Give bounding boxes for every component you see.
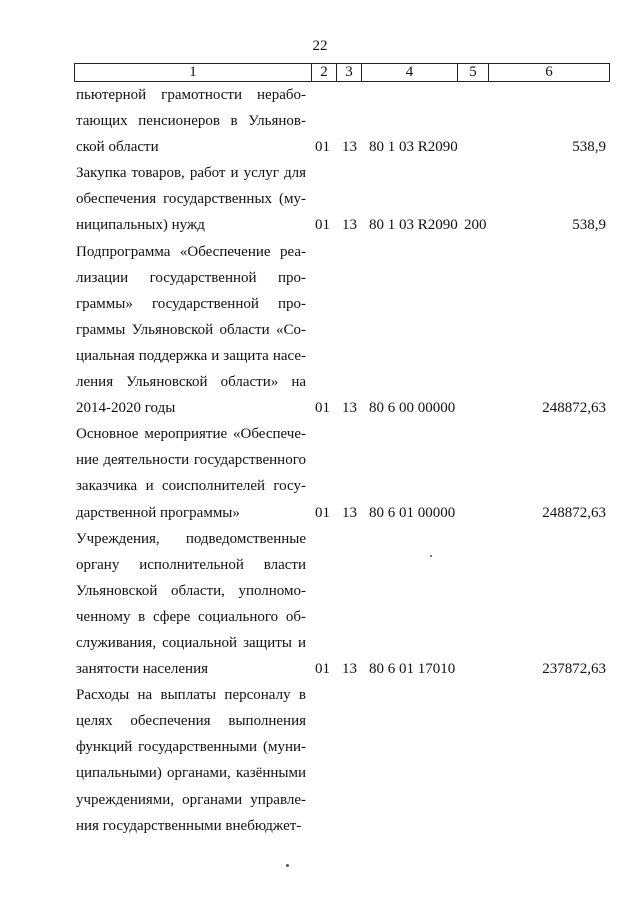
table-row <box>0 160 640 238</box>
header-col-6: 6 <box>545 64 553 80</box>
scan-speck <box>430 555 432 557</box>
cell-c3: 13 <box>342 661 357 678</box>
description-line: граммы Ульяновской области «Со- <box>76 321 306 338</box>
cell-c4: 80 6 00 00000 <box>369 400 456 417</box>
description-line: пьютерной грамотности нерабо- <box>76 87 306 103</box>
row-codes <box>0 500 640 526</box>
cell-c3: 13 <box>342 504 357 521</box>
cell-c3: 13 <box>342 217 357 234</box>
description-line: Учреждения, подведомственные <box>76 530 306 547</box>
cell-c2: 01 <box>315 139 330 156</box>
description-line: занятости населения <box>76 661 209 678</box>
description-line: ления Ульяновской области» на <box>76 374 306 391</box>
row-codes <box>0 813 640 839</box>
cell-c6: 538,9 <box>572 217 606 234</box>
description-line: Основное мероприятие «Обеспече- <box>76 426 306 443</box>
cell-c4: 80 1 03 R2090 <box>369 139 458 156</box>
description-line: 2014-2020 годы <box>76 400 176 417</box>
table-body <box>0 82 640 839</box>
description-line: Расходы на выплаты персоналу в <box>76 687 306 704</box>
header-col-3: 3 <box>337 64 362 81</box>
row-codes <box>0 134 640 160</box>
table-row <box>0 526 640 683</box>
header-col-4: 4 <box>362 64 458 81</box>
cell-c6: 248872,63 <box>542 504 606 521</box>
description-line: функций государственными (муни- <box>76 739 306 756</box>
cell-c2: 01 <box>315 661 330 678</box>
description-line: служивания, социальной защиты и <box>76 634 306 651</box>
description-line: ния государственными внебюджет- <box>76 817 302 834</box>
description-line: Ульяновской области, уполномо- <box>76 582 306 599</box>
description-line: ченному в сфере социального об- <box>76 608 306 625</box>
description-line: ниципальных) нужд <box>76 217 205 234</box>
header-col-5: 5 <box>458 64 489 81</box>
header-col-2: 2 <box>312 64 337 81</box>
table-header <box>74 63 610 82</box>
description-line: ципальными) органами, казёнными <box>76 765 306 782</box>
cell-c3: 13 <box>342 400 357 417</box>
cell-c6: 538,9 <box>572 139 606 156</box>
cell-c2: 01 <box>315 217 330 234</box>
description-line: заказчика и соисполнителей госу- <box>76 478 306 495</box>
cell-c4: 80 6 01 00000 <box>369 504 456 521</box>
row-description <box>76 239 306 422</box>
page-number: 22 <box>312 38 328 54</box>
description-line: Подпрограмма «Обеспечение реа- <box>76 243 306 260</box>
cell-c6: 237872,63 <box>542 661 606 678</box>
table-row <box>0 421 640 525</box>
description-line: лизации государственной про- <box>76 269 306 286</box>
description-line: дарственной программы» <box>76 504 240 521</box>
cell-c5: 200 <box>464 217 487 234</box>
row-codes <box>0 656 640 682</box>
row-codes <box>0 212 640 238</box>
cell-c2: 01 <box>315 400 330 417</box>
table-row <box>0 82 640 160</box>
cell-c3: 13 <box>342 139 357 156</box>
table-row <box>0 682 640 839</box>
description-line: граммы» государственной про- <box>76 295 306 312</box>
description-line: ние деятельности государственного <box>76 452 306 469</box>
description-line: тающих пенсионеров в Ульянов- <box>76 113 306 130</box>
description-line: ской области <box>76 139 159 156</box>
description-line: органу исполнительной власти <box>76 556 306 573</box>
cell-c2: 01 <box>315 504 330 521</box>
description-line: учреждениями, органами управле- <box>76 791 306 808</box>
row-codes <box>0 395 640 421</box>
cell-c6: 248872,63 <box>542 400 606 417</box>
table-row <box>0 239 640 422</box>
description-line: обеспечения государственных (му- <box>76 191 306 208</box>
description-line: Закупка товаров, работ и услуг для <box>76 165 306 182</box>
scan-speck <box>286 864 289 867</box>
cell-c4: 80 1 03 R2090 <box>369 217 458 234</box>
header-col-1: 1 <box>75 64 312 81</box>
description-line: циальная поддержка и защита насе- <box>76 347 306 364</box>
cell-c4: 80 6 01 17010 <box>369 661 456 678</box>
description-line: целях обеспечения выполнения <box>76 713 306 730</box>
